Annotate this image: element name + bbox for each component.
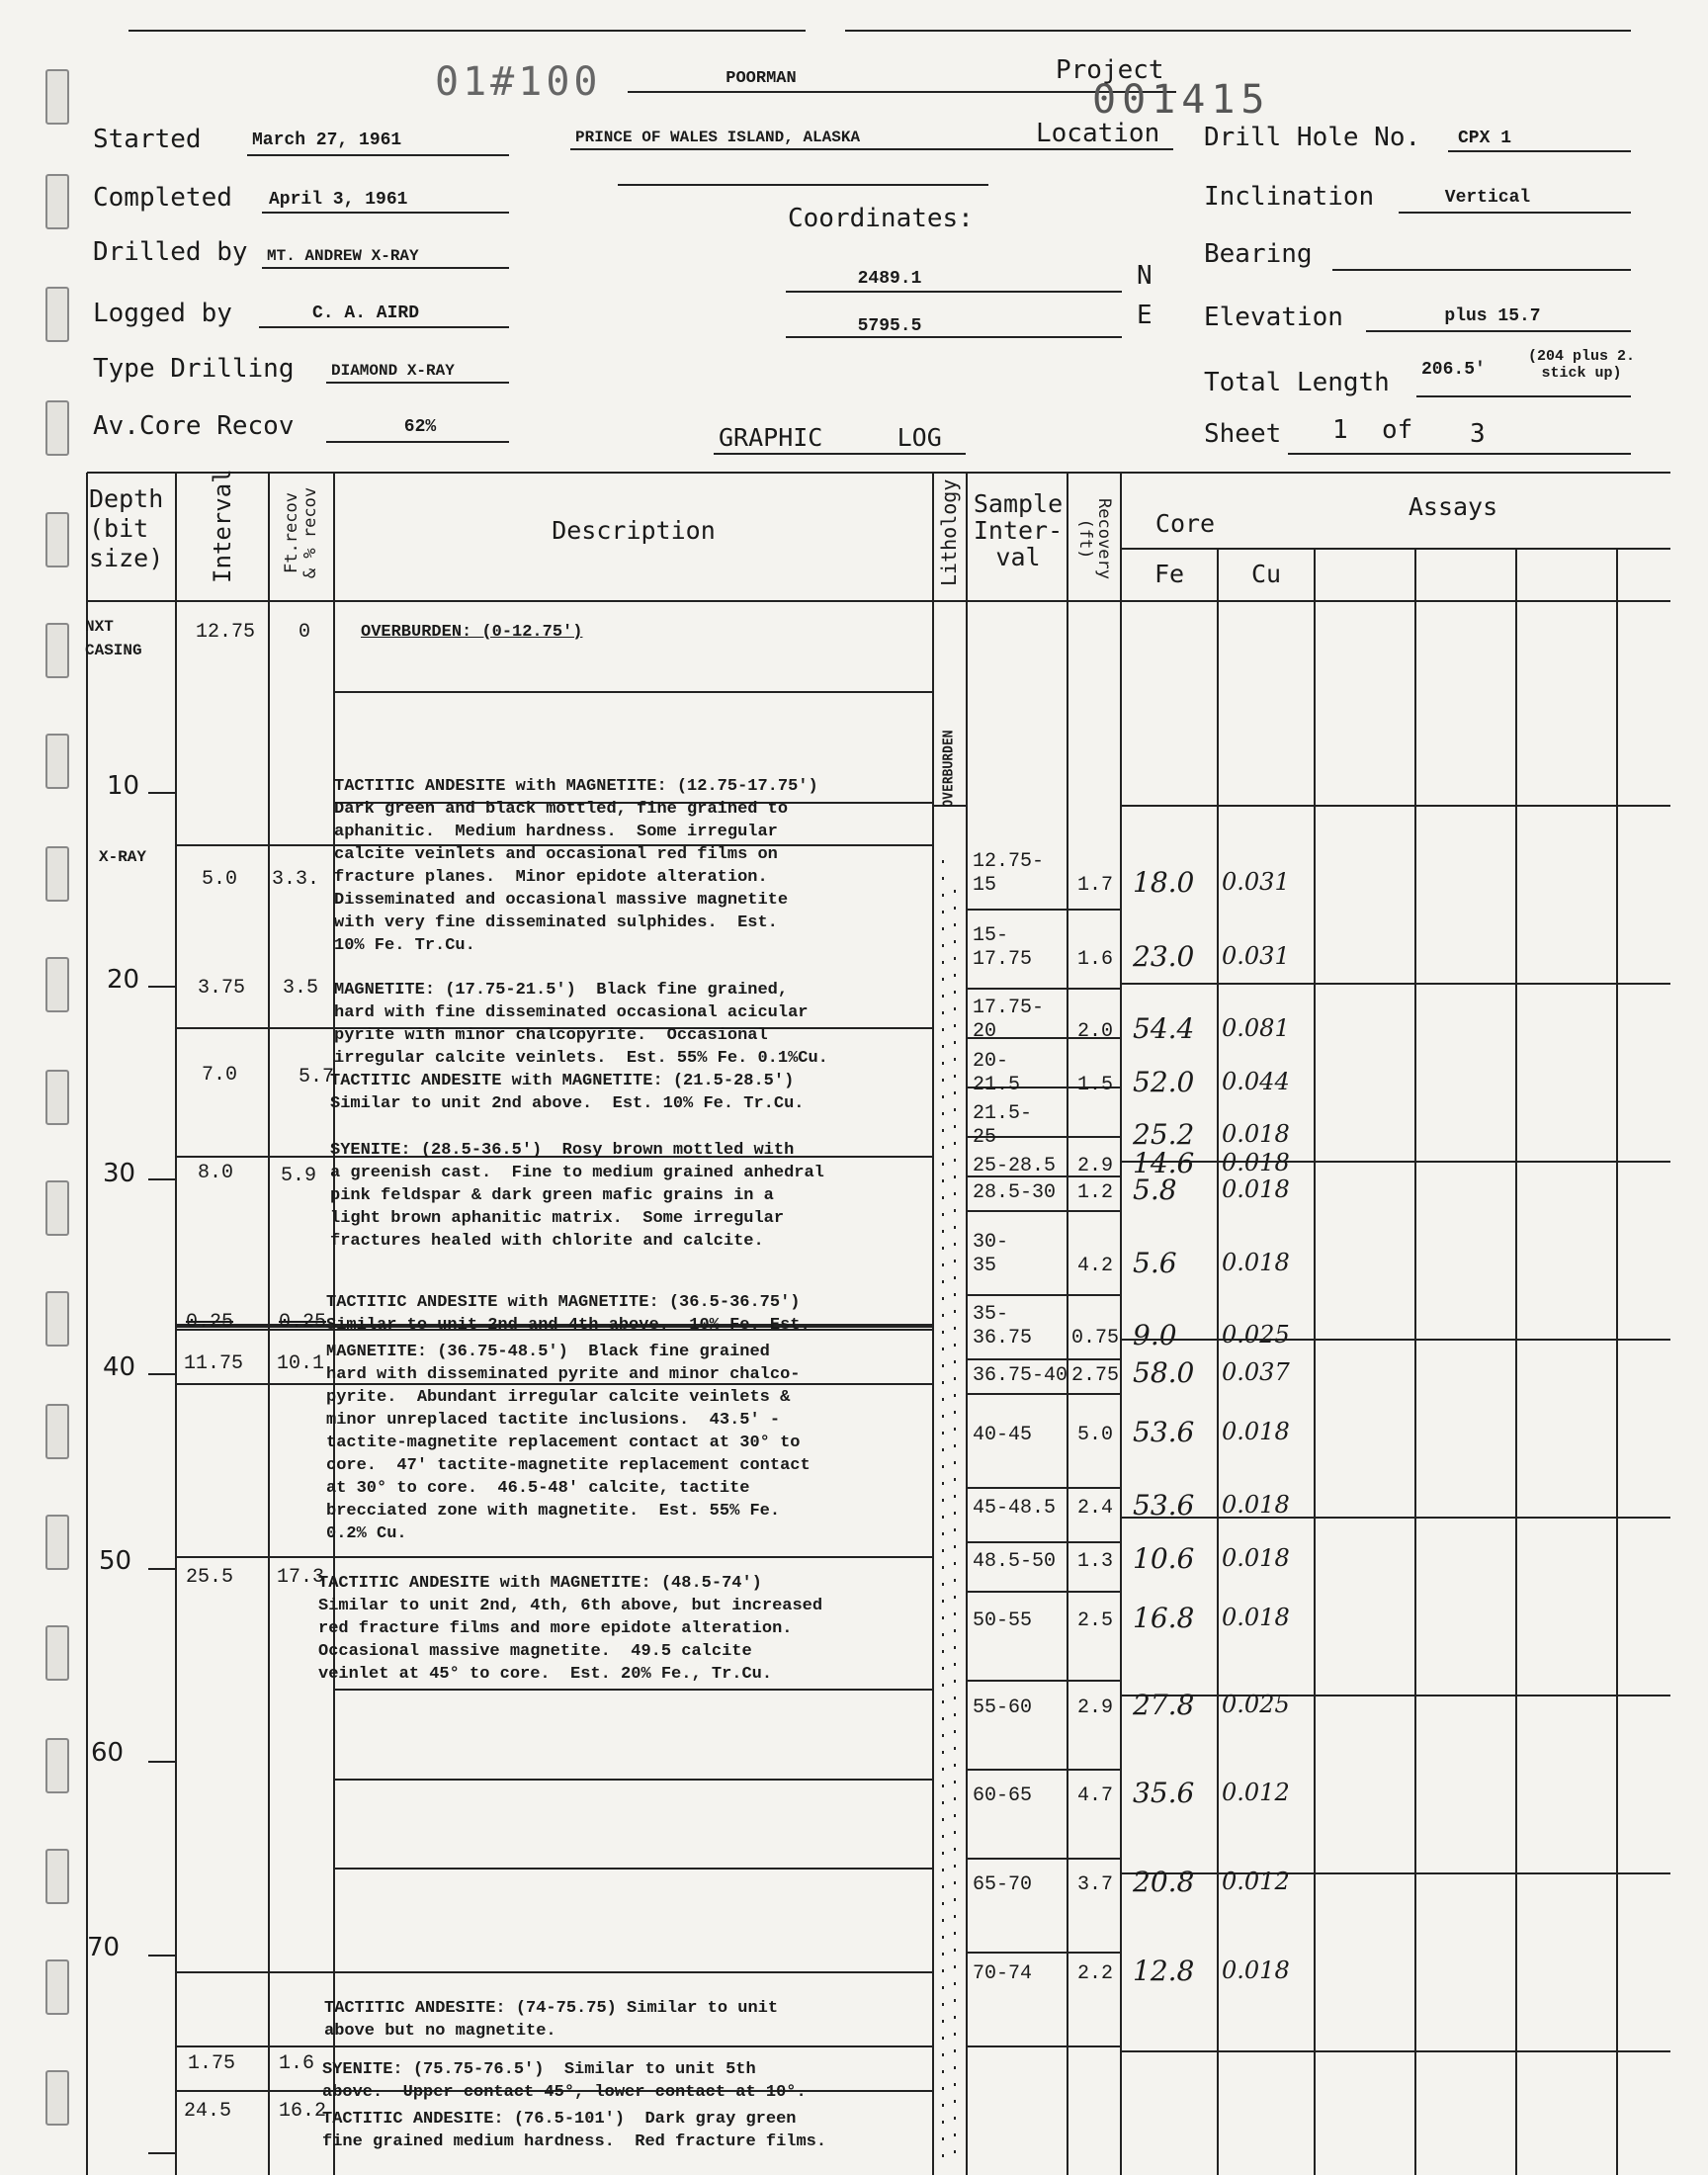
fe-assay: 16.8: [1133, 1602, 1195, 1634]
lithology-header: Lithology: [937, 478, 961, 586]
description-entry: MAGNETITE: (36.75-48.5') Black fine grained hard with disseminated pyrite and minor chalco- pyrite. Abundant irregular calcite veinlets & minor unreplaced tactite inclusions. 43.5' - tactite-magnetite replacement contact at 30° to core. 47' tactite-magnetite replacement contact at 30° to core. 46.5-48' calcite, tactite brecciated zone with magnetite. Est. 55% Fe. 0.2% Cu.: [326, 1343, 811, 1543]
sample-recovery: 2.5: [1076, 1610, 1113, 1632]
description-entry: SYENITE: (28.5-36.5') Rosy brown mottled with a greenish cast. Fine to medium grained anhedral pink feldspar & dark green mafic grains in a light brown aphanitic matrix. Some irregular fractures healed with chlorite and calcite.: [330, 1141, 824, 1251]
fe-assay: 12.8: [1133, 1955, 1195, 1987]
fe-assay: 14.6: [1133, 1147, 1195, 1179]
sample-recovery: 1.3: [1076, 1550, 1113, 1573]
drill-hole-label: Drill Hole No.: [1204, 123, 1421, 152]
interval-value: 24.5: [184, 2100, 232, 2123]
sample-interval: 12.75- 15: [973, 850, 1045, 897]
cu-assay: 0.012: [1222, 1868, 1290, 1895]
coordinates-label: Coordinates:: [788, 204, 974, 233]
description-entry: SYENITE: (75.75-76.5') Similar to unit 5th above. Upper contact 45°, lower contact at 10°.: [322, 2060, 807, 2102]
fe-assay: 5.8: [1133, 1174, 1177, 1206]
inclination-value: Vertical: [1444, 188, 1531, 208]
core-header: Core: [1154, 509, 1216, 538]
cu-assay: 0.018: [1222, 1418, 1290, 1445]
depth-mark: 40: [103, 1352, 136, 1382]
sample-interval: 48.5-50: [973, 1550, 1057, 1573]
interval-value: 25.5: [186, 1566, 234, 1589]
total-length-value: 206.5': [1421, 360, 1486, 380]
description-entry: TACTITIC ANDESITE with MAGNETITE: (12.75-17.75') Dark green and black mottled, fine grained to aphanitic. Medium hardness. Some irregular calcite veinlets and occasional red films on fracture planes. Minor epidote alteration. Disseminated and occasional massive magnetite with very fine disseminated sulphides. Est. 10% Fe. Tr.Cu.: [334, 777, 818, 955]
depth-header: Depth (bit size): [89, 484, 164, 572]
depth-mark: 30: [103, 1159, 136, 1188]
sample-interval: 28.5-30: [973, 1181, 1057, 1204]
completed-label: Completed: [93, 183, 232, 213]
sample-recovery: 2.9: [1076, 1696, 1113, 1719]
recovery-header: Recovery (ft): [1075, 498, 1114, 579]
casing-note: NXT CASING: [85, 618, 142, 659]
elevation-label: Elevation: [1204, 303, 1343, 332]
interval-header: Interval: [209, 469, 236, 583]
sample-recovery: 2.9: [1076, 1155, 1113, 1177]
fe-assay: 9.0: [1133, 1319, 1177, 1351]
description-entry: TACTITIC ANDESITE with MAGNETITE: (48.5-74') Similar to unit 2nd, 4th, 6th above, but increased red fracture films and more epidote alteration. Occasional massive magnetite. 49.5 calcite veinlet at 45° to core. Est. 20% Fe., Tr.Cu.: [318, 1574, 823, 1684]
coord-n-label: N: [1137, 261, 1153, 291]
cu-assay: 0.025: [1222, 1321, 1290, 1348]
sample-interval: 20- 21.5: [973, 1050, 1021, 1096]
graphic-log-label: GRAPHIC LOG: [719, 423, 942, 452]
core-recov-label: Av.Core Recov: [93, 411, 295, 441]
fe-assay: 54.4: [1133, 1012, 1195, 1045]
sample-interval: 70-74: [973, 1962, 1033, 1985]
fe-assay: 35.6: [1133, 1777, 1195, 1809]
total-length-label: Total Length: [1204, 368, 1390, 397]
sample-recovery: 2.75: [1070, 1364, 1119, 1387]
sample-recovery: 1.7: [1076, 874, 1113, 897]
sample-recovery: 2.2: [1076, 1962, 1113, 1985]
fe-assay: 27.8: [1133, 1689, 1195, 1721]
started-label: Started: [93, 125, 202, 154]
fe-assay: 18.0: [1133, 866, 1195, 899]
cu-assay: 0.018: [1222, 1120, 1290, 1148]
sheet-total: 3: [1470, 419, 1486, 449]
description-entry: TACTITIC ANDESITE with MAGNETITE: (21.5-28.5') Similar to unit 2nd above. Est. 10% Fe. Tr.Cu.: [330, 1072, 805, 1113]
interval-value: 3.75: [198, 977, 246, 1000]
depth-mark: 50: [99, 1546, 132, 1576]
drilled-by-label: Drilled by: [93, 237, 248, 267]
sample-interval: 35- 36.75: [973, 1303, 1033, 1349]
sheet-of-label: of: [1382, 415, 1413, 445]
coord-n-value: 2489.1: [857, 269, 922, 289]
recov-value: 3.3.: [272, 868, 320, 891]
sample-interval: 65-70: [973, 1873, 1033, 1896]
logged-by-value: C. A. AIRD: [311, 304, 420, 323]
sample-recovery: 1.2: [1076, 1181, 1113, 1204]
cu-assay: 0.018: [1222, 1491, 1290, 1519]
location-label: Location: [1036, 119, 1160, 148]
fe-assay: 53.6: [1133, 1489, 1195, 1522]
sample-interval: 60-65: [973, 1784, 1033, 1807]
sample-interval: 40-45: [973, 1424, 1033, 1446]
cu-header: Cu: [1250, 560, 1282, 588]
description-entry: OVERBURDEN: (0-12.75'): [361, 623, 583, 642]
sample-interval: 55-60: [973, 1696, 1033, 1719]
interval-value: 7.0: [202, 1064, 238, 1087]
cu-assay: 0.018: [1222, 1544, 1290, 1572]
sample-interval: 25-28.5: [973, 1155, 1057, 1177]
fe-assay: 52.0: [1133, 1066, 1195, 1098]
recov-value: 5.7: [299, 1066, 335, 1088]
location-value: PRINCE OF WALES ISLAND, ALASKA: [575, 129, 861, 146]
fe-assay: 25.2: [1133, 1118, 1195, 1151]
sample-interval: 36.75-40: [973, 1364, 1068, 1387]
recov-header: Ft.recov & % recov: [282, 486, 320, 579]
project-label: Project: [1056, 55, 1164, 85]
recov-value: 1.6: [279, 2052, 315, 2075]
recov-value: 3.5: [283, 977, 319, 1000]
description-entry: TACTITIC ANDESITE: (76.5-101') Dark gray green fine grained medium hardness. Red fracture films.: [322, 2110, 827, 2151]
sample-recovery: 2.0: [1076, 1020, 1113, 1043]
fe-assay: 5.6: [1133, 1247, 1177, 1279]
sample-interval: 50-55: [973, 1610, 1033, 1632]
cu-assay: 0.025: [1222, 1691, 1290, 1718]
core-recov-value: 62%: [403, 417, 437, 437]
sample-recovery: 1.5: [1076, 1074, 1113, 1096]
interval-value: 0.25: [186, 1311, 234, 1334]
depth-mark: 20: [107, 965, 140, 995]
bearing-label: Bearing: [1204, 239, 1313, 269]
sample-interval: 21.5- 25: [973, 1102, 1033, 1149]
project-value: POORMAN: [726, 69, 797, 88]
inclination-label: Inclination: [1204, 182, 1375, 212]
cu-assay: 0.018: [1222, 1149, 1290, 1176]
cu-assay: 0.044: [1222, 1068, 1290, 1095]
cu-assay: 0.018: [1222, 1175, 1290, 1203]
depth-mark: 10: [107, 771, 140, 801]
sample-interval: 30- 35: [973, 1231, 1009, 1277]
fe-assay: 53.6: [1133, 1416, 1195, 1448]
type-drilling-value: DIAMOND X-RAY: [331, 362, 455, 380]
depth-mark: 70: [87, 1933, 121, 1962]
document-number: 01#100: [435, 59, 602, 105]
sample-interval: 17.75- 20: [973, 997, 1045, 1043]
fe-header: Fe: [1153, 560, 1185, 588]
started-value: March 27, 1961: [252, 130, 402, 150]
recov-value: 0.25: [279, 1311, 327, 1334]
sample-interval: 15- 17.75: [973, 924, 1033, 971]
lithology-note: OVERBURDEN: [941, 730, 957, 808]
type-drilling-label: Type Drilling: [93, 354, 295, 384]
sample-recovery: 4.7: [1076, 1784, 1113, 1807]
interval-value: 11.75: [184, 1352, 244, 1375]
drilled-by-value: MT. ANDREW X-RAY: [267, 247, 419, 265]
interval-value: 1.75: [188, 2052, 236, 2075]
sample-interval: 45-48.5: [973, 1497, 1057, 1520]
sheet-label: Sheet: [1204, 419, 1282, 449]
sample-recovery: 3.7: [1076, 1873, 1113, 1896]
description-entry: MAGNETITE: (17.75-21.5') Black fine grained, hard with fine disseminated occasional acicular pyrite with minor chalcopyrite. Occasional irregular calcite veinlets. Est. 55% Fe. 0.1%Cu.: [334, 981, 828, 1068]
coord-e-value: 5795.5: [857, 316, 922, 336]
fe-assay: 20.8: [1133, 1866, 1195, 1898]
description-header: Description: [552, 516, 716, 545]
fe-assay: 10.6: [1133, 1542, 1195, 1575]
cu-assay: 0.012: [1222, 1779, 1290, 1806]
recov-value: 17.3: [277, 1566, 325, 1589]
cu-assay: 0.018: [1222, 1957, 1290, 1984]
recov-value: 0: [299, 621, 311, 644]
assays-header: Assays: [1408, 492, 1498, 521]
cu-assay: 0.031: [1222, 942, 1290, 970]
depth-mark: 60: [91, 1738, 125, 1768]
total-length-note: (204 plus 2. stick up): [1527, 348, 1636, 382]
interval-value: 8.0: [198, 1162, 234, 1184]
cu-assay: 0.031: [1222, 868, 1290, 896]
logged-by-label: Logged by: [93, 299, 232, 328]
completed-value: April 3, 1961: [269, 190, 408, 210]
description-entry: TACTITIC ANDESITE: (74-75.75) Similar to unit above but no magnetite.: [324, 1999, 779, 2041]
interval-value: 5.0: [202, 868, 238, 891]
sample-recovery: 5.0: [1076, 1424, 1113, 1446]
elevation-value: plus 15.7: [1444, 306, 1541, 326]
fe-assay: 58.0: [1133, 1356, 1195, 1389]
cu-assay: 0.081: [1222, 1014, 1290, 1042]
sample-recovery: 4.2: [1076, 1255, 1113, 1277]
drill-hole-value: CPX 1: [1458, 129, 1512, 148]
fe-assay: 23.0: [1133, 940, 1195, 973]
sample-header: Sample Inter- val: [973, 489, 1064, 571]
sheet-number: 1: [1332, 415, 1348, 445]
cu-assay: 0.018: [1222, 1249, 1290, 1276]
xray-note: X-RAY: [99, 848, 147, 866]
interval-value: 12.75: [196, 621, 256, 644]
recov-value: 10.1: [277, 1352, 325, 1375]
coord-e-label: E: [1137, 301, 1153, 330]
cu-assay: 0.037: [1222, 1358, 1290, 1386]
recov-value: 5.9: [281, 1165, 317, 1187]
description-entry: TACTITIC ANDESITE with MAGNETITE: (36.5-36.75') Similar to unit 2nd and 4th above. 10% Fe. Est.: [326, 1293, 811, 1335]
cu-assay: 0.018: [1222, 1604, 1290, 1631]
sample-recovery: 0.75: [1070, 1327, 1119, 1349]
sample-recovery: 1.6: [1076, 948, 1113, 971]
project-number: 001415: [1092, 77, 1271, 123]
recov-value: 16.2: [279, 2100, 327, 2123]
sample-recovery: 2.4: [1076, 1497, 1113, 1520]
